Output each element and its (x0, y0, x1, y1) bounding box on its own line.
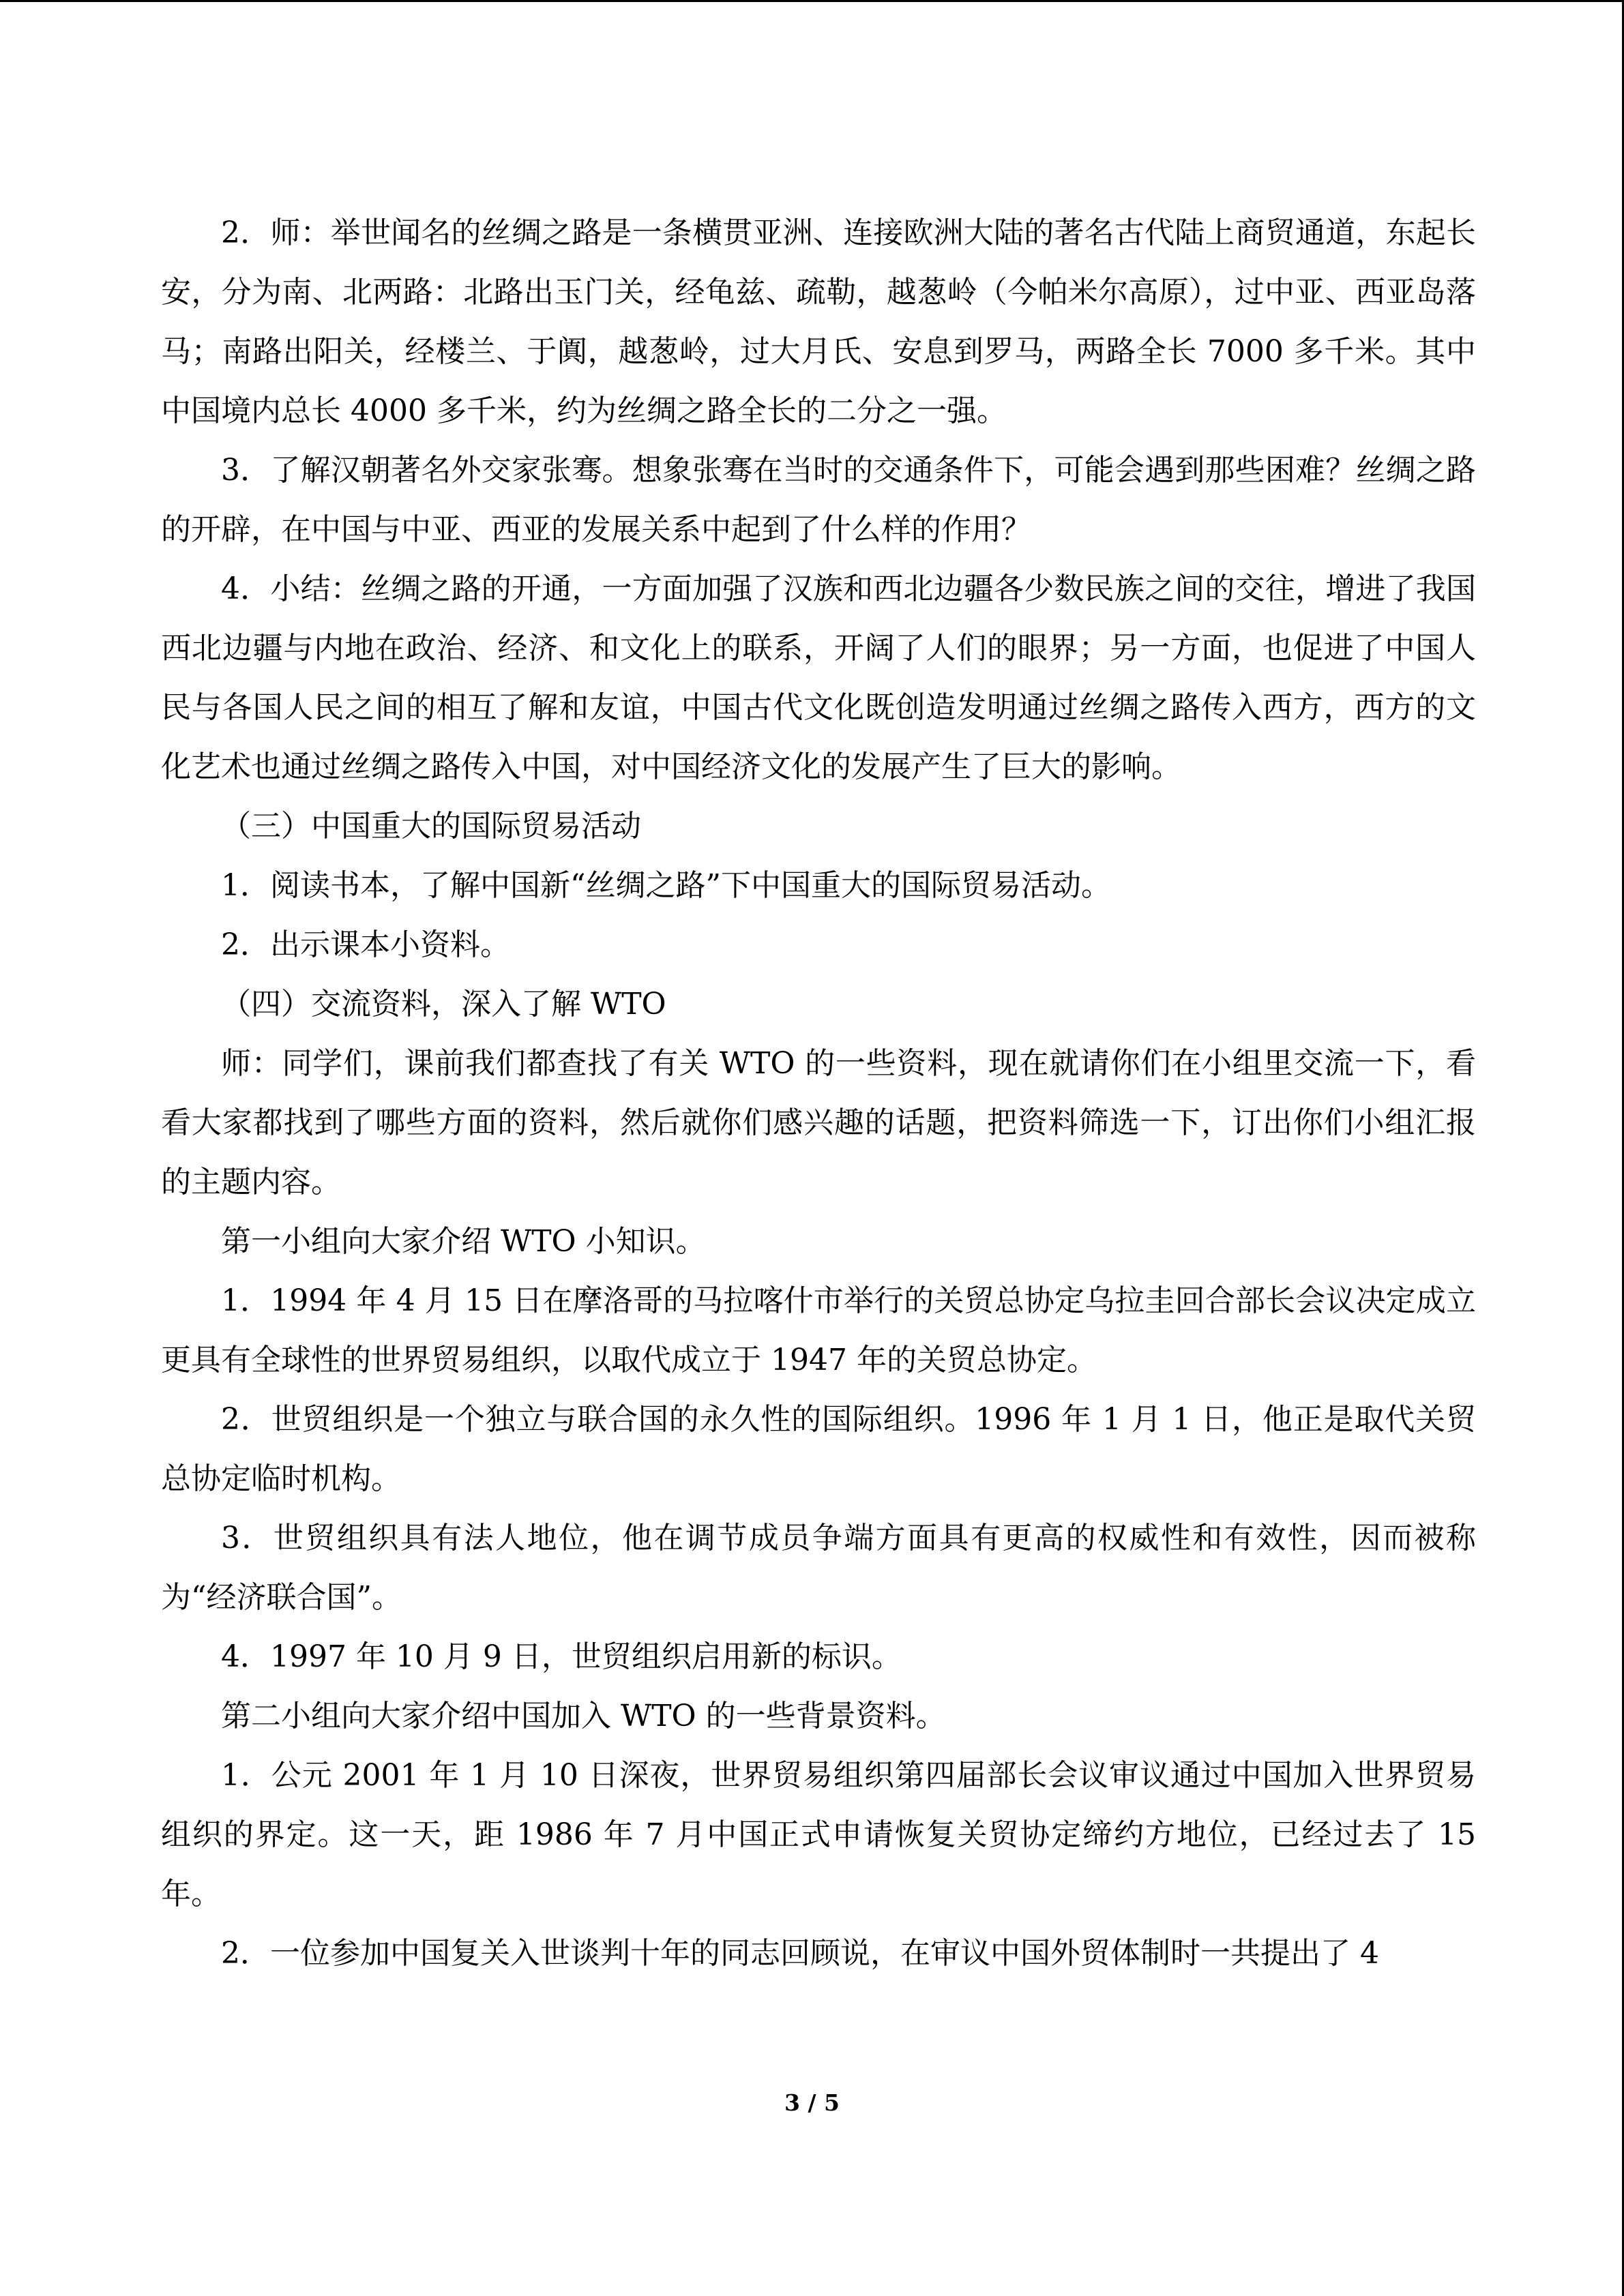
paragraph-china-2001: 1．公元 2001 年 1 月 10 日深夜，世界贸易组织第四届部长会议审议通过中国加入世界贸易组织的界定。这一天，距 1986 年 7 月中国正式申请恢复关贸协定缔约方地位，已经过去了 15 年。 (161, 1758, 1476, 1911)
section-heading-trade: （三）中国重大的国际贸易活动 (221, 809, 641, 844)
paragraph-group-two-intro: 第二小组向大家介绍中国加入 WTO 的一些背景资料。 (221, 1699, 946, 1733)
page-number: 3 / 5 (784, 2089, 840, 2116)
paragraph-wto-1997: 4．1997 年 10 月 9 日，世贸组织启用新的标识。 (221, 1639, 902, 1674)
document-body (161, 203, 1476, 1983)
paragraph-summary: 4．小结：丝绸之路的开通，一方面加强了汉族和西北边疆各少数民族之间的交往，增进了我国西北边疆与内地在政治、经济、和文化上的联系，开阔了人们的眼界；另一方面，也促进了中国人民与各国人民之间的相互了解和友谊，中国古代文化既创造发明通过丝绸之路传入西方，西方的文化艺术也通过丝绸之路传入中国，对中国经济文化的发展产生了巨大的影响。 (161, 571, 1476, 784)
paragraph-read-book: 1．阅读书本，了解中国新“丝绸之路”下中国重大的国际贸易活动。 (221, 868, 1111, 903)
paragraph-show-material: 2．出示课本小资料。 (221, 927, 510, 962)
paragraph-wto-1994: 1．1994 年 4 月 15 日在摩洛哥的马拉喀什市举行的关贸总协定乌拉圭回合部长会议决定成立更具有全球性的世界贸易组织，以取代成立于 1947 年的关贸总协定。 (161, 1283, 1476, 1377)
paragraph-group-one-intro: 第一小组向大家介绍 WTO 小知识。 (221, 1224, 706, 1259)
paragraph-wto-1996: 2．世贸组织是一个独立与联合国的永久性的国际组织。1996 年 1 月 1 日，他正是取代关贸总协定临时机构。 (161, 1402, 1476, 1496)
section-heading-wto: （四）交流资料，深入了解 WTO (221, 987, 666, 1022)
paragraph-teacher-wto: 师：同学们，课前我们都查找了有关 WTO 的一些资料，现在就请你们在小组里交流一下，看看大家都找到了哪些方面的资料，然后就你们感兴趣的话题，把资料筛选一下，订出你们小组汇报的主题内容。 (161, 1046, 1476, 1199)
paragraph-silk-road-route: 2．师：举世闻名的丝绸之路是一条横贯亚洲、连接欧洲大陆的著名古代陆上商贸通道，东起长安，分为南、北两路：北路出玉门关，经龟兹、疏勒，越葱岭（今帕米尔高原），过中亚、西亚岛落马；南路出阳关，经楼兰、于阗，越葱岭，过大月氏、安息到罗马，两路全长 7000 多千米。其中中国境内总长 4000 多千米，约为丝绸之路全长的二分之一强。 (161, 215, 1476, 428)
paragraph-zhang-qian: 3．了解汉朝著名外交家张骞。想象张骞在当时的交通条件下，可能会遇到那些困难？丝绸之路的开辟，在中国与中亚、西亚的发展关系中起到了什么样的作用？ (161, 453, 1476, 547)
page-border-top (0, 0, 1624, 2)
paragraph-wto-legal: 3．世贸组织具有法人地位，他在调节成员争端方面具有更高的权威性和有效性，因而被称为“经济联合国”。 (161, 1521, 1476, 1615)
paragraph-negotiation: 2．一位参加中国复关入世谈判十年的同志回顾说，在审议中国外贸体制时一共提出了 4 (221, 1936, 1379, 1971)
